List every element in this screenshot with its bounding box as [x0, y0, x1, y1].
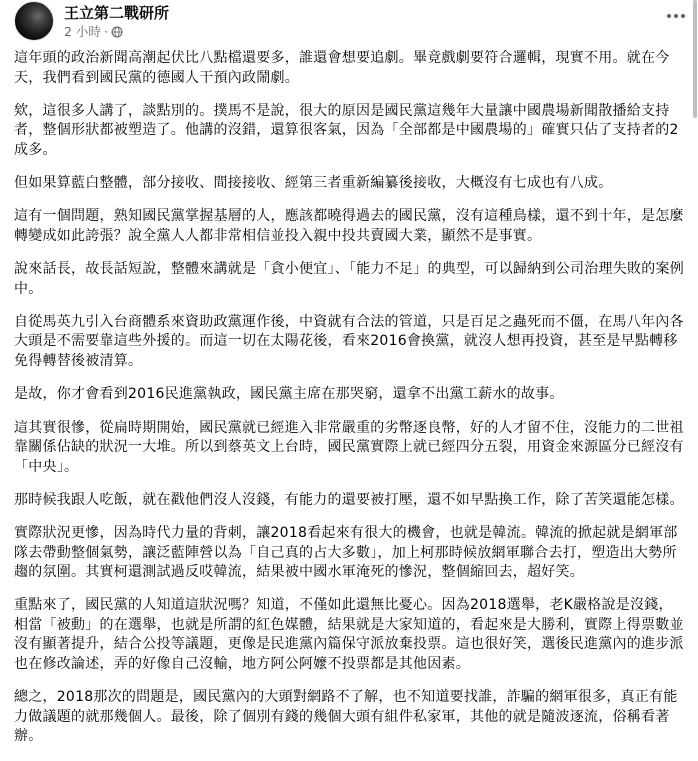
page-name[interactable]: 王立第二戰研所: [64, 4, 170, 22]
post-paragraph: 那時候我跟人吃飯，就在戳他們沒人沒錢，有能力的還要被打壓，還不如早點換工作，除了苦笑還能怎樣。: [14, 491, 684, 508]
post-paragraph: 這有一個問題，熟知國民黨掌握基層的人，應該都曉得過去的國民黨，沒有這種鳥樣，還不到十年，是怎麼轉變成如此誇張？說全黨人人都非常相信並投入親中投共賣國大業，顯然不是事實。: [14, 208, 684, 244]
globe-icon: [111, 26, 123, 38]
post-paragraph: 是故，你才會看到2016民進黨執政，國民黨主席在那哭窮，還拿不出黨工薪水的故事。: [14, 386, 564, 403]
post-paragraph: 重點來了，國民黨的人知道這狀況嗎？知道，不僅如此還無比憂心。因為2018選舉，老K嚴格說是沒錢，相當「被動」的在選舉，也就是所謂的紅色媒體，結果就是大家知道的，看起來是大勝利，實際上得票數並沒有顯著提升，結合公投等議題，更像是民進黨內篇保守派放棄投票。這也很好笑，選後民進黨內的進步派也在修改論述，弄的好像自己沒輸，地方阿公阿嬤不投票都是其他因素。: [14, 597, 684, 672]
post-paragraph: 自從馬英九引入台商體系來資助政黨運作後，中資就有合法的管道，只是百足之蟲死而不僵，在馬八年內各大頭是不需要靠這些外援的。而這一切在太陽花後，看來2016會換黨，就沒人想再投資，甚至是早點轉移免得轉替後被清算。: [14, 313, 684, 369]
meta-separator: ·: [103, 24, 108, 39]
page-avatar[interactable]: [14, 1, 54, 41]
post-paragraph: 這其實很慘，從扁時期開始，國民黨就已經進入非常嚴重的劣幣逐良幣，好的人才留不住，沒能力的二世祖靠關係佔缺的狀況一大堆。所以到蔡英文上台時，國民黨實際上就已經四分五裂，用資金來源區分已經沒有「中央」。: [14, 419, 684, 475]
post-paragraph: 但如果算藍白整體，部分接收、間接接收、經第三者重新編纂後接收，大概沒有七成也有八成。: [14, 175, 613, 192]
more-options-icon[interactable]: [662, 6, 690, 26]
post-paragraph: 實際狀況更慘，因為時代力量的背刺，讓2018看起來有很大的機會，也就是韓流。韓流的掀起就是網軍部隊去帶動整個氣勢，讓泛藍陣營以為「自己真的占大多數」，加上柯那時候放網軍聯合去打，塑造出大勢所趨的氛圍。其實柯還測試過反哎韓流，結果被中國水軍淹死的慘況，整個縮回去，超好笑。: [14, 525, 678, 581]
post-meta: [64, 24, 123, 40]
post-body: [14, 49, 686, 761]
post-paragraph: 說來話長，故長話短說，整體來講就是「貪小便宜」、「能力不足」的典型，可以歸納到公司治理失敗的案例中。: [14, 261, 684, 297]
post-paragraph: 欸，這很多人講了，談點別的。撲馬不是說，很大的原因是國民黨這幾年大量讓中國農場新聞散播給支持者，整個形狀都被塑造了。他講的沒錯，還算很客氣，因為「全部都是中國農場的」確實只佔了支持者的2成多。: [14, 102, 679, 158]
post-timestamp[interactable]: 2 小時: [64, 24, 101, 39]
post-paragraph: 這年頭的政治新聞高潮起伏比八點檔還要多，誰還會想要追劇。畢竟戲劇要符合邏輯，現實不用。就在今天，我們看到國民黨的德國人干預內政鬧劇。: [14, 50, 670, 86]
post-header: [0, 0, 698, 48]
scrollbar-thumb[interactable]: [693, 0, 697, 118]
post-paragraph: 總之，2018那次的問題是，國民黨內的大頭對網路不了解，也不知道要找誰，詐騙的網軍很多，真正有能力做議題的就那幾個人。最後，除了個別有錢的幾個大頭有組件私家軍，其他的就是隨波逐流，俗稱看著辦。: [14, 689, 678, 745]
